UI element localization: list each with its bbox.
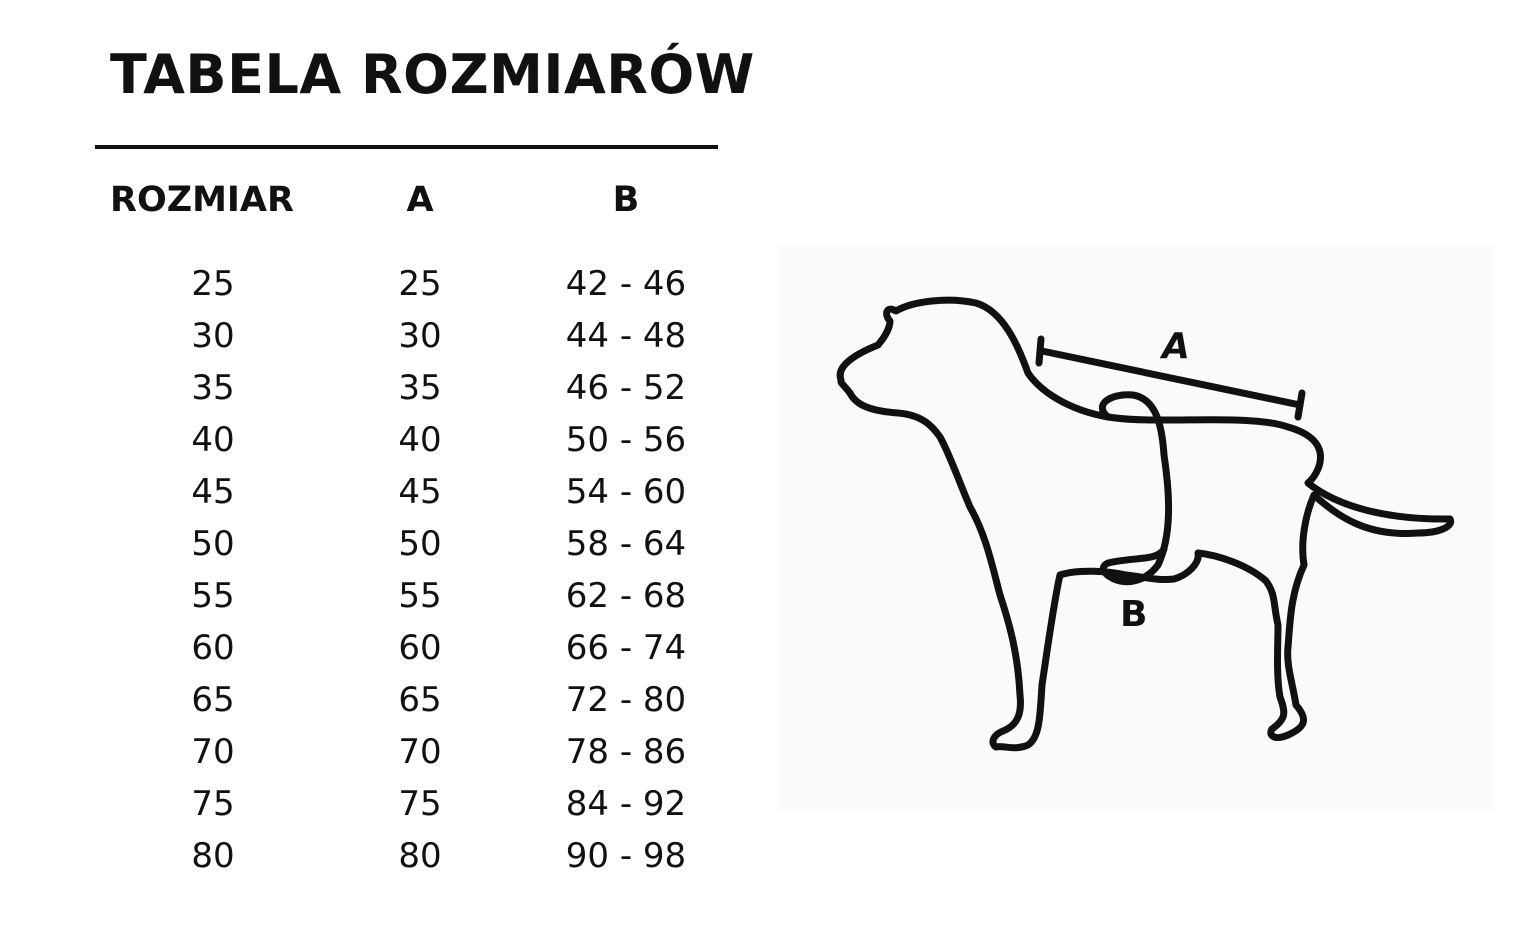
table-row [0,518,760,570]
cell-size: 65 [191,680,235,720]
cell-a: 65 [398,680,442,720]
cell-a: 40 [398,420,442,460]
cell-b: 78 - 86 [565,732,687,772]
cell-b: 50 - 56 [565,420,687,460]
column-header-a: A [406,180,434,220]
title-divider [95,145,718,149]
cell-b: 62 - 68 [565,576,687,616]
cell-a: 55 [398,576,442,616]
cell-size: 55 [191,576,235,616]
cell-b: 90 - 98 [565,836,687,876]
table-row [0,622,760,674]
table-row [0,258,760,310]
page-title: TABELA ROZMIARÓW [110,43,755,106]
cell-size: 60 [191,628,235,668]
dog-body-outline [840,300,1450,748]
table-row [0,570,760,622]
cell-b: 46 - 52 [565,368,687,408]
cell-b: 54 - 60 [565,472,687,512]
table-row [0,414,760,466]
cell-size: 30 [191,316,235,356]
cell-a: 80 [398,836,442,876]
cell-size: 25 [191,264,235,304]
column-header-size: ROZMIAR [110,180,294,220]
table-row [0,726,760,778]
dog-outline-icon [778,245,1494,811]
cell-b: 42 - 46 [565,264,687,304]
table-row [0,830,760,882]
cell-a: 50 [398,524,442,564]
cell-b: 84 - 92 [565,784,687,824]
cell-a: 35 [398,368,442,408]
cell-b: 44 - 48 [565,316,687,356]
column-header-b: B [612,180,640,220]
label-a: A [1162,326,1190,367]
measure-cap-left [1039,339,1041,363]
table-row [0,310,760,362]
cell-size: 45 [191,472,235,512]
table-row [0,466,760,518]
cell-a: 45 [398,472,442,512]
measure-cap-right [1298,393,1302,417]
dog-measurement-illustration [778,245,1494,811]
size-table-body [0,258,760,882]
cell-a: 70 [398,732,442,772]
cell-size: 40 [191,420,235,460]
cell-a: 30 [398,316,442,356]
table-row [0,778,760,830]
cell-a: 60 [398,628,442,668]
cell-size: 50 [191,524,235,564]
cell-size: 75 [191,784,235,824]
cell-size: 35 [191,368,235,408]
table-row [0,362,760,414]
cell-b: 72 - 80 [565,680,687,720]
table-row [0,674,760,726]
cell-size: 80 [191,836,235,876]
cell-b: 66 - 74 [565,628,687,668]
cell-size: 70 [191,732,235,772]
cell-b: 58 - 64 [565,524,687,564]
cell-a: 25 [398,264,442,304]
cell-a: 75 [398,784,442,824]
label-b: B [1120,594,1148,635]
